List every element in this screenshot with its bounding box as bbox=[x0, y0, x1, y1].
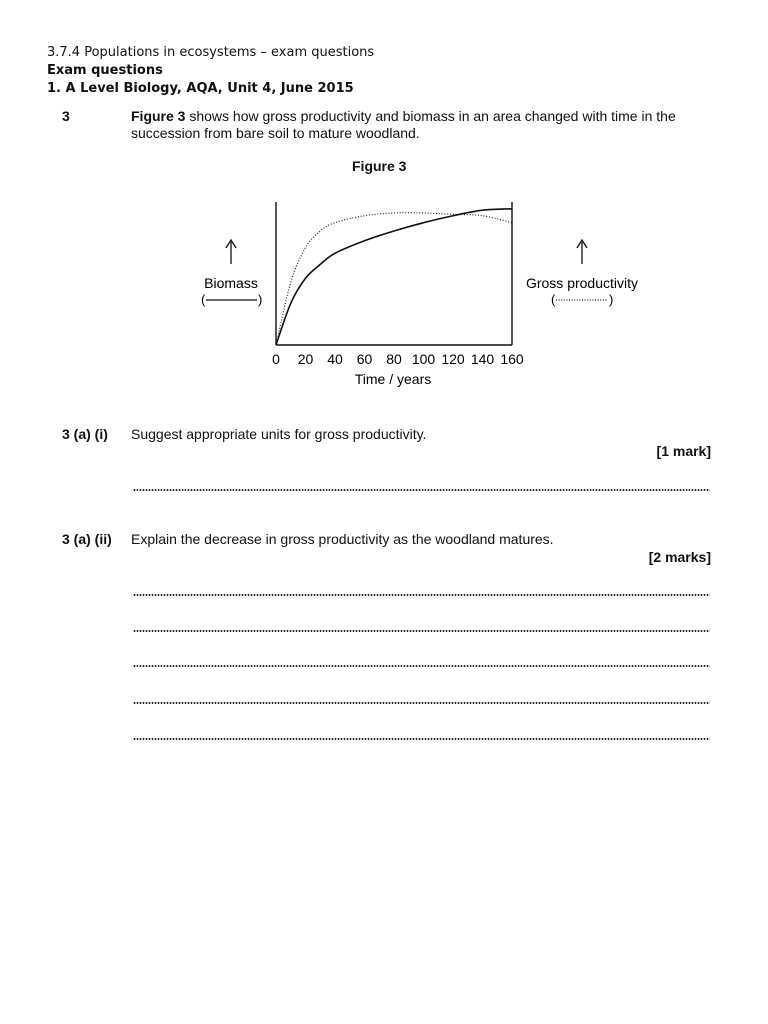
gross-productivity-key-close: ) bbox=[609, 292, 614, 307]
question-intro-text: shows how gross productivity and biomass in an area changed with time in the succession from bare soil to mature woodland. bbox=[131, 108, 676, 141]
gross-productivity-key: ( bbox=[551, 292, 556, 307]
x-tick-label: 140 bbox=[470, 351, 495, 367]
x-tick-label: 160 bbox=[500, 351, 524, 367]
figure-reference: Figure 3 bbox=[131, 108, 186, 124]
question-number: 3 bbox=[62, 108, 70, 124]
x-tick-label: 0 bbox=[272, 351, 280, 367]
subquestion-1-label: 3 (a) (i) bbox=[62, 426, 108, 442]
x-tick-label: 20 bbox=[297, 351, 314, 367]
x-tick-labels bbox=[272, 351, 524, 367]
x-tick-label: 40 bbox=[327, 351, 343, 367]
question-intro bbox=[131, 108, 721, 142]
chart bbox=[0, 190, 768, 395]
subquestion-2-marks: [2 marks] bbox=[648, 549, 711, 565]
biomass-label: Biomass bbox=[204, 275, 258, 291]
productivity-axis-arrow bbox=[577, 240, 587, 264]
answer-line-2[interactable] bbox=[133, 594, 710, 596]
biomass-key-close: ) bbox=[258, 292, 263, 307]
subquestion-2-text: Explain the decrease in gross productivity as the woodland matures. bbox=[131, 531, 554, 547]
gross-productivity-line bbox=[276, 213, 512, 345]
figure-title: Figure 3 bbox=[352, 158, 407, 174]
document-title: 3.7.4 Populations in ecosystems – exam questions bbox=[47, 45, 375, 60]
section-heading: Exam questions bbox=[47, 63, 163, 78]
biomass-line bbox=[276, 209, 512, 345]
biomass-key: ( bbox=[201, 292, 206, 307]
subquestion-1-text: Suggest appropriate units for gross productivity. bbox=[131, 426, 427, 442]
answer-line-1[interactable] bbox=[133, 489, 710, 491]
gross-productivity-label: Gross productivity bbox=[525, 275, 639, 291]
answer-line-3[interactable] bbox=[133, 630, 710, 632]
x-tick-label: 60 bbox=[356, 351, 373, 367]
x-axis-label: Time / years bbox=[354, 371, 432, 387]
x-tick-label: 120 bbox=[441, 351, 465, 367]
answer-line-6[interactable] bbox=[133, 738, 710, 740]
answer-line-4[interactable] bbox=[133, 665, 710, 667]
x-tick-label: 100 bbox=[411, 351, 436, 367]
x-tick-label: 80 bbox=[386, 351, 402, 367]
subquestion-1-marks: [1 mark] bbox=[656, 443, 711, 459]
biomass-axis-arrow bbox=[226, 240, 236, 264]
answer-line-5[interactable] bbox=[133, 702, 710, 704]
question-source: 1. A Level Biology, AQA, Unit 4, June 2015 bbox=[47, 81, 354, 96]
subquestion-2-label: 3 (a) (ii) bbox=[62, 531, 112, 547]
